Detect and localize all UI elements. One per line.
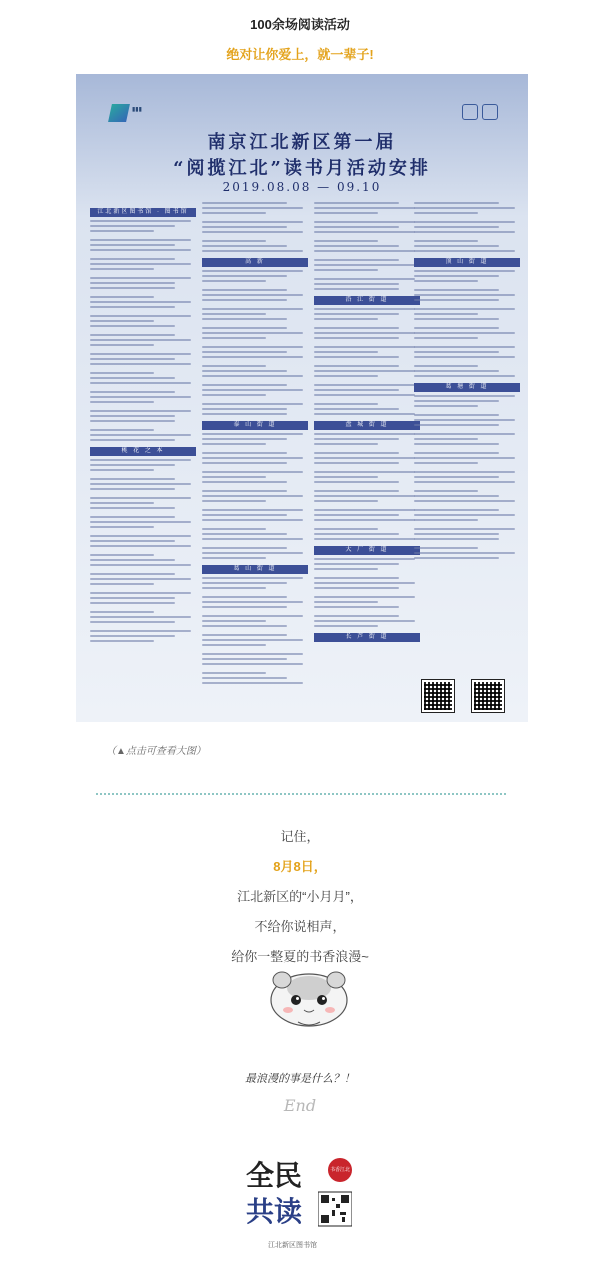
poster-date-range: 2019.08.08 — 09.10 <box>222 180 382 194</box>
poem-line: 江北新区的“小月月”， <box>237 889 363 904</box>
badge-seal: 书香江北 <box>328 1158 352 1182</box>
poster-section-header: 高 新 <box>202 258 308 267</box>
poem-line: 记住， <box>280 829 320 844</box>
qr-code-icon <box>472 680 504 712</box>
hamster-illustration <box>254 950 364 1030</box>
poster-section-header: 大 厂 街 道 <box>314 546 420 555</box>
hamster-caption: 最浪漫的事是什么？！ <box>245 1072 355 1085</box>
jiangbei-library-logo: ▮▮▮ <box>110 104 176 126</box>
qr-code-icon <box>318 1184 352 1234</box>
poster-section-header: 顶 山 街 道 <box>414 258 520 267</box>
event-schedule-poster[interactable] <box>76 74 528 722</box>
qr-code-icon <box>422 680 454 712</box>
poster-section-header: 泰 山 街 道 <box>202 421 308 430</box>
article-subheadline: 绝对让你爱上，就一辈子! <box>226 47 374 62</box>
poster-column-4 <box>414 202 520 559</box>
logo-text-bottom: 共读 <box>246 1195 303 1228</box>
dotted-divider <box>96 793 506 795</box>
poster-section-header: 江北新区图书馆 · 图书馆 <box>90 208 196 217</box>
poem-line-highlight: 8月8日， <box>273 859 327 874</box>
poster-subtitle: “阅揽江北”读书月活动安排 <box>173 158 431 179</box>
logo-text-top: 全民 <box>246 1159 303 1192</box>
article-headline: 100余场阅读活动 <box>250 17 350 32</box>
image-caption: （▲点击可查看大图） <box>106 746 206 757</box>
poster-section-header: 葛 塘 街 道 <box>414 383 520 392</box>
poster-section-header: 桃 花 之 本 <box>90 447 196 456</box>
poster-section-header: 盘 城 街 道 <box>314 421 420 430</box>
poster-column-2 <box>202 202 308 684</box>
poem-line: 不给你说相声， <box>254 919 346 934</box>
end-label: End <box>283 1096 317 1115</box>
poster-section-header: 沿 江 街 道 <box>314 296 420 305</box>
poster-section-header: 葛 山 街 道 <box>202 565 308 574</box>
reading-campaign-logo <box>240 1148 362 1256</box>
poster-title: 南京江北新区第一届 <box>207 132 397 153</box>
poster-column-3 <box>314 202 420 645</box>
library-name: 江北新区图书馆 <box>268 1242 317 1249</box>
partner-logos <box>462 104 502 120</box>
poster-column-1 <box>90 202 196 642</box>
poster-section-header: 长 芦 街 道 <box>314 633 420 642</box>
poem-line: 给你一整夏的书香浪漫~ <box>231 949 369 964</box>
